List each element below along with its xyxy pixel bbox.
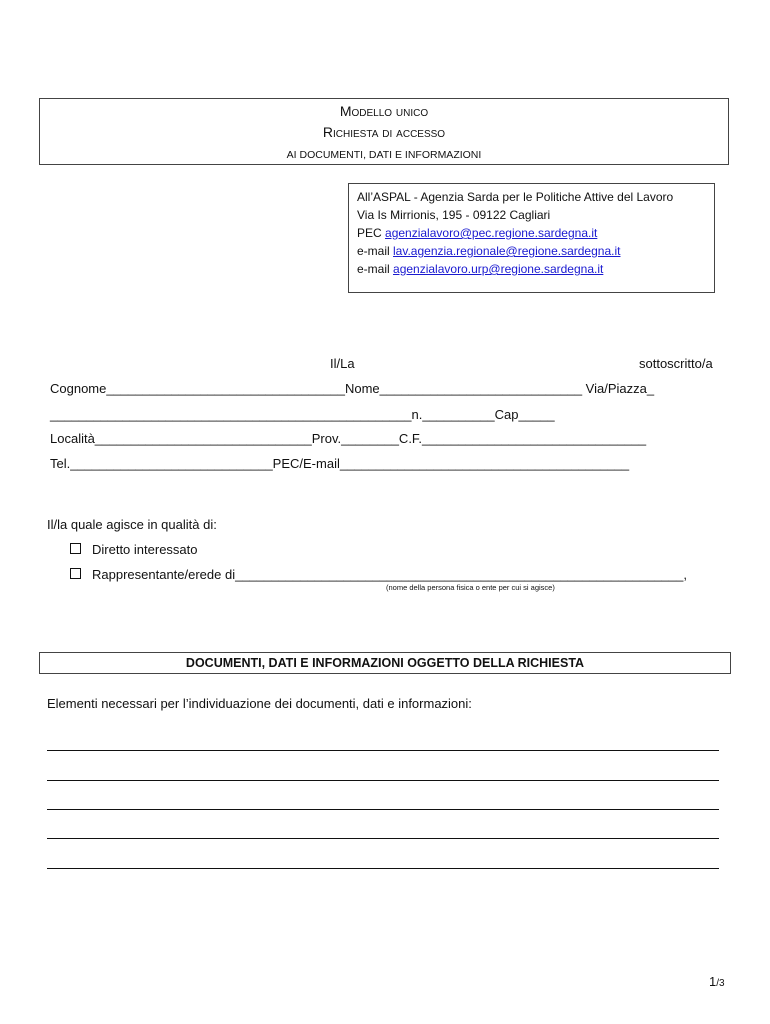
sottoscritto-label: sottoscritto/a <box>639 356 713 371</box>
pec-label: PEC <box>357 226 386 240</box>
checkbox-rappresentante-erede[interactable] <box>70 568 81 579</box>
section-heading-box <box>39 652 731 674</box>
rappresentante-note: (nome della persona fisica o ente per cui si agisce) <box>386 583 555 592</box>
option-rappresentante-erede-label: Rappresentante/erede di______________________________________________________________, <box>92 567 687 582</box>
email1-link[interactable]: lav.agenzia.regionale@regione.sardegna.it <box>393 244 621 258</box>
option-rappresentante-erede[interactable] <box>70 567 687 582</box>
document-title-box <box>39 98 729 165</box>
section-heading: DOCUMENTI, DATI E INFORMAZIONI OGGETTO DELLA RICHIESTA <box>185 656 585 670</box>
capacity-label: Il/la quale agisce in qualità di: <box>47 517 217 532</box>
il-la-label: Il/La <box>330 356 355 371</box>
recipient-email1-line <box>357 242 714 260</box>
page-total: /3 <box>716 978 725 989</box>
address-number-cap-field[interactable]: __________________________________________________n.__________Cap_____ <box>50 407 555 422</box>
answer-line[interactable] <box>47 838 719 839</box>
recipient-name: All’ASPAL - Agenzia Sarda per le Politiche Attive del Lavoro <box>357 190 674 204</box>
checkbox-diretto-interessato[interactable] <box>70 543 81 554</box>
tel-pec-email-field[interactable]: Tel.____________________________PEC/E-mail________________________________________ <box>50 456 630 471</box>
answer-line[interactable] <box>47 750 719 751</box>
email1-label: e-mail <box>357 244 394 258</box>
pec-email-link[interactable]: agenzialavoro@pec.regione.sardegna.it <box>385 226 598 240</box>
cognome-nome-via-field[interactable]: Cognome_________________________________Nome____________________________ Via/Piazza_ <box>50 381 655 396</box>
page-number <box>709 974 725 989</box>
answer-line[interactable] <box>47 868 719 869</box>
document-title: Modello unico <box>339 103 429 119</box>
option-diretto-interessato[interactable] <box>70 542 198 557</box>
recipient-pec-line <box>357 224 714 242</box>
answer-line[interactable] <box>47 780 719 781</box>
localita-prov-cf-field[interactable]: Località______________________________Prov.________C.F._______________________________ <box>50 431 647 446</box>
recipient-street: Via Is Mirrionis, 195 - 09122 Cagliari <box>357 208 551 222</box>
email2-link[interactable]: agenzialavoro.urp@regione.sardegna.it <box>393 262 604 276</box>
document-subtitle: Richiesta di accesso <box>322 124 446 140</box>
recipient-address-box <box>348 183 715 293</box>
document-subtitle-detail: AI DOCUMENTI, DATI E INFORMAZIONI <box>286 149 482 161</box>
recipient-email2-line <box>357 260 714 278</box>
option-diretto-interessato-label: Diretto interessato <box>92 542 198 557</box>
elements-label: Elementi necessari per l’individuazione dei documenti, dati e informazioni: <box>47 696 472 711</box>
page-current: 1 <box>709 974 717 989</box>
answer-line[interactable] <box>47 809 719 810</box>
email2-label: e-mail <box>357 262 394 276</box>
